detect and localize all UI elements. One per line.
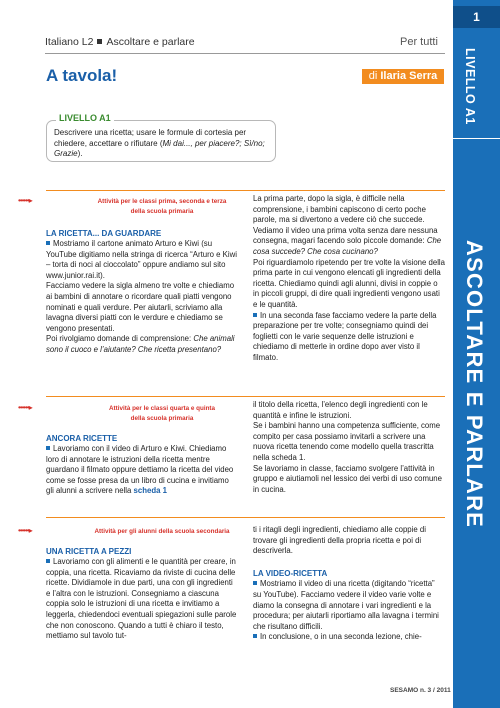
section1-left-column: Mostriamo il cartone animato Arturo e Kiwi (su YouTube digitiamo nella stringa di ricerca “Arturo e Kiwi – torta di noci al cioccolato” oppure andiamo sul sito www.junior.rai.it). Facciamo vedere la sigla almeno tre volte e chiediamo ai bambini di annotare o ricordare quali piatti vengono nominati e quali verdure. Per aiutarli, scriviamo alla lavagna diversi piatti con le verdure e chiediamo se vengono presentati. Poi rivolgiamo domande di comprensione: Che animali sono il cuoco e l’aiutante? Che ricetta presentano? xyxy=(46,239,237,354)
section1-subtitle: LA RICETTA... DA GUARDARE xyxy=(46,229,162,238)
header-subject: Italiano L2 xyxy=(45,36,94,48)
side-level-label: LIVELLO A1 xyxy=(463,48,477,125)
section2-left-column: Lavoriamo con il video di Arturo e Kiwi. Chiediamo loro di annotare le istruzioni della ricetta mentre guardano il filmato oppure dettiamo la ricetta del video come se fosse presa da un libro di cucina e invitiamo gli alunni a scrivere nella scheda 1 xyxy=(46,444,234,496)
square-bullet-icon xyxy=(253,581,257,585)
square-bullet-icon xyxy=(46,241,50,245)
dotted-arrow-icon: ••••••▸ xyxy=(18,526,32,535)
author-prefix: di xyxy=(368,70,378,82)
side-divider xyxy=(453,138,500,139)
side-section-label: ASCOLTARE E PARLARE xyxy=(462,240,487,529)
running-header xyxy=(45,36,195,48)
section3-subtitle: UNA RICETTA A PEZZI xyxy=(46,547,132,556)
square-bullet-icon xyxy=(46,559,50,563)
section3-right-subtitle: LA VIDEO-RICETTA xyxy=(253,568,328,578)
section3-right-column: ti i ritagli degli ingredienti, chiediamo alle coppie di trovare gli ingredienti della propria ricetta e poi di descriverla. LA VIDEO-RICETTA Mostriamo il video di una ricetta (digitando “ricetta” su YouTube). Facciamo vedere il video varie volte e diamo la consegna di annotare i vari ingredienti e la procedura; per aiutarli riportiamo alla lavagna i termini che risultano difficili. In conclusione, o in una seconda lezione, chie- xyxy=(253,525,445,643)
section-divider xyxy=(46,517,445,518)
dotted-arrow-icon: ••••••▸ xyxy=(18,403,32,412)
section-divider xyxy=(46,396,445,397)
header-rule xyxy=(45,53,445,54)
level-box-label: LIVELLO A1 xyxy=(56,113,114,123)
section3-heading: Attività per gli alunni della scuola secondaria xyxy=(94,528,230,535)
section1-heading: Attività per le classi prima, seconda e terza della scuola primaria xyxy=(97,198,227,215)
square-bullet-icon xyxy=(253,634,257,638)
section3-left-column: Lavoriamo con gli alimenti e le quantità per creare, in coppia, una ricetta. Ricaviamo da riviste di cucina delle ricette. Dividiamole in due parti, una con gli ingredienti e l’altra con le istruzioni. Consegniamo a ciascuna coppia solo le istruzioni di una ricetta e invitiamo a leggerla, chiedendoci eventuali spiegazioni sulle parole che non conoscono. Quando a tutti è chiaro il testo, mettiamo sul tavolo tut- xyxy=(46,557,237,641)
side-level xyxy=(453,40,500,140)
page-title: A tavola! xyxy=(46,66,118,85)
section2-right-column: il titolo della ricetta, l’elenco degli ingredienti con le quantità e infine le istruzioni. Se i bambini hanno una competenza sufficiente, come compito per casa possiamo invitarli a scrivere una nuova ricetta tenendo come modello quella trascritta nella scheda 1. Se lavoriamo in classe, facciamo svolgere l’attività in gruppo e aiutiamoli nel lessico dei verbi di uso comune in cucina. xyxy=(253,400,442,494)
section-divider xyxy=(46,190,445,191)
header-topic: Ascoltare e parlare xyxy=(106,36,195,48)
section1-right-column: La prima parte, dopo la sigla, è difficile nella comprensione, i bambini capiscono di certo poche parole, ma si divertono a vedere ciò che succede. Vediamo il video una prima volta senza dare nessuna consegna, magari facendo solo piccole domande: Che cosa succede? Che cosa cucinano? Poi riguardiamolo ripetendo per tre volte la visione della prima parte in cui vengono elencati gli ingredienti della ricetta. Chiediamo quindi agli alunni, divisi in coppie o in piccoli gruppi, di dire quali ingredienti vengono usati e le quantità. In una seconda fase facciamo vedere la parte della preparazione per tre volte; consegniamo quindi dei foglietti con le varie sequenze delle istruzioni e chiediamo di metterle in ordine dopo aver visto il filmato. xyxy=(253,194,445,362)
author-badge xyxy=(362,69,444,84)
square-bullet-icon xyxy=(97,39,102,44)
square-bullet-icon xyxy=(46,446,50,450)
page-number: 1 xyxy=(453,6,500,28)
level-box-text: Descrivere una ricetta; usare le formule di cortesia per chiedere, accettare o rifiutare (Mi dai..., per piacere?; Sì/no; Grazie). xyxy=(54,128,265,158)
section2-subtitle: ANCORA RICETTE xyxy=(46,434,118,443)
page-footer: SESAMO n. 3 / 2011 xyxy=(390,687,451,694)
dotted-arrow-icon: ••••••▸ xyxy=(18,196,32,205)
header-audience: Per tutti xyxy=(400,36,438,48)
section2-heading: Attività per le classi quarta e quinta della scuola primaria xyxy=(108,405,216,422)
author-name: Ilaria Serra xyxy=(380,70,438,82)
square-bullet-icon xyxy=(253,313,257,317)
side-section xyxy=(453,150,500,540)
scheda-1-link[interactable]: scheda 1 xyxy=(133,486,167,496)
